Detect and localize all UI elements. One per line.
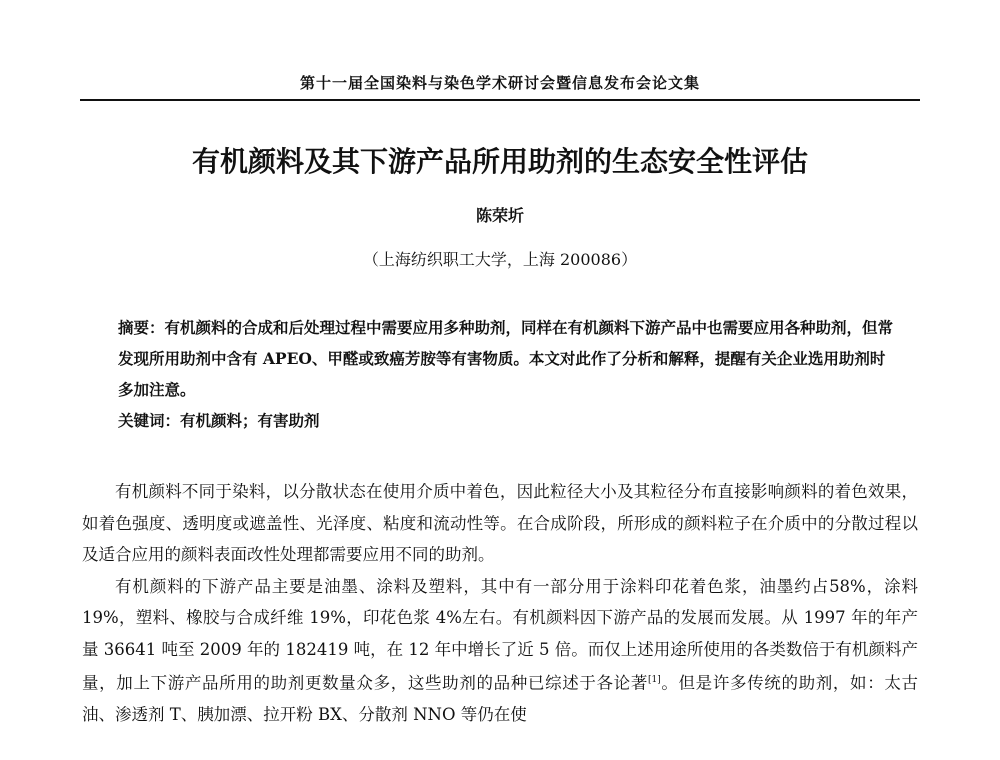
affiliation: （上海纺织职工大学，上海 200086） (362, 250, 638, 269)
paper-title: 有机颜料及其下游产品所用助剂的生态安全性评估 (191, 145, 808, 178)
body-text (82, 476, 918, 731)
citation: [1] (647, 675, 661, 685)
paragraph (82, 571, 918, 731)
keywords-text: 有机颜料；有害助剂 (180, 411, 320, 430)
running-header: 第十一届全国染料与染色学术研讨会暨信息发布会论文集 (299, 74, 700, 92)
abstract (118, 312, 898, 436)
header-rule (80, 99, 920, 101)
author: 陈荣圻 (475, 206, 524, 225)
paragraph-text: 有机颜料的下游产品主要是油墨、涂料及塑料，其中有一部分用于涂料印花着色浆，油墨约占58%，涂料 19%，塑料、橡胶与合成纤维 19%，印花色浆 4%左右。有机颜料因下游产品的发展而发展。从 1997 年的年产量 36641 吨至 2009 年的 182419 吨，在 12 年中增长了近 5 倍。而仅上述用途所使用的各类数倍于有机颜料产量，加上下游产品所用的助剂更数量众多，这些助剂的品种已综述于各论著 (82, 576, 918, 693)
paragraph: 有机颜料不同于染料，以分散状态在使用介质中着色，因此粒径大小及其粒径分布直接影响颜料的着色效果，如着色强度、透明度或遮盖性、光泽度、粘度和流动性等。在合成阶段，所形成的颜料粒子在介质中的分散过程以及适合应用的颜料表面改性处理都需要应用不同的助剂。 (82, 482, 918, 564)
paragraph-text-tail: 。但是许多传统的助剂，如：太古油、渗透剂 T、胰加漂、拉开粉 BX、分散剂 NNO 等仍在使 (82, 673, 919, 724)
abstract-label: 摘要： (118, 318, 165, 337)
keywords-label: 关键词： (118, 411, 181, 430)
abstract-text: 有机颜料的合成和后处理过程中需要应用多种助剂，同样在有机颜料下游产品中也需要应用各种助剂，但常发现所用助剂中含有 APEO、甲醛或致癌芳胺等有害物质。本文对此作了分析和解释，提醒有关企业选用助剂时多加注意。 (118, 318, 894, 399)
